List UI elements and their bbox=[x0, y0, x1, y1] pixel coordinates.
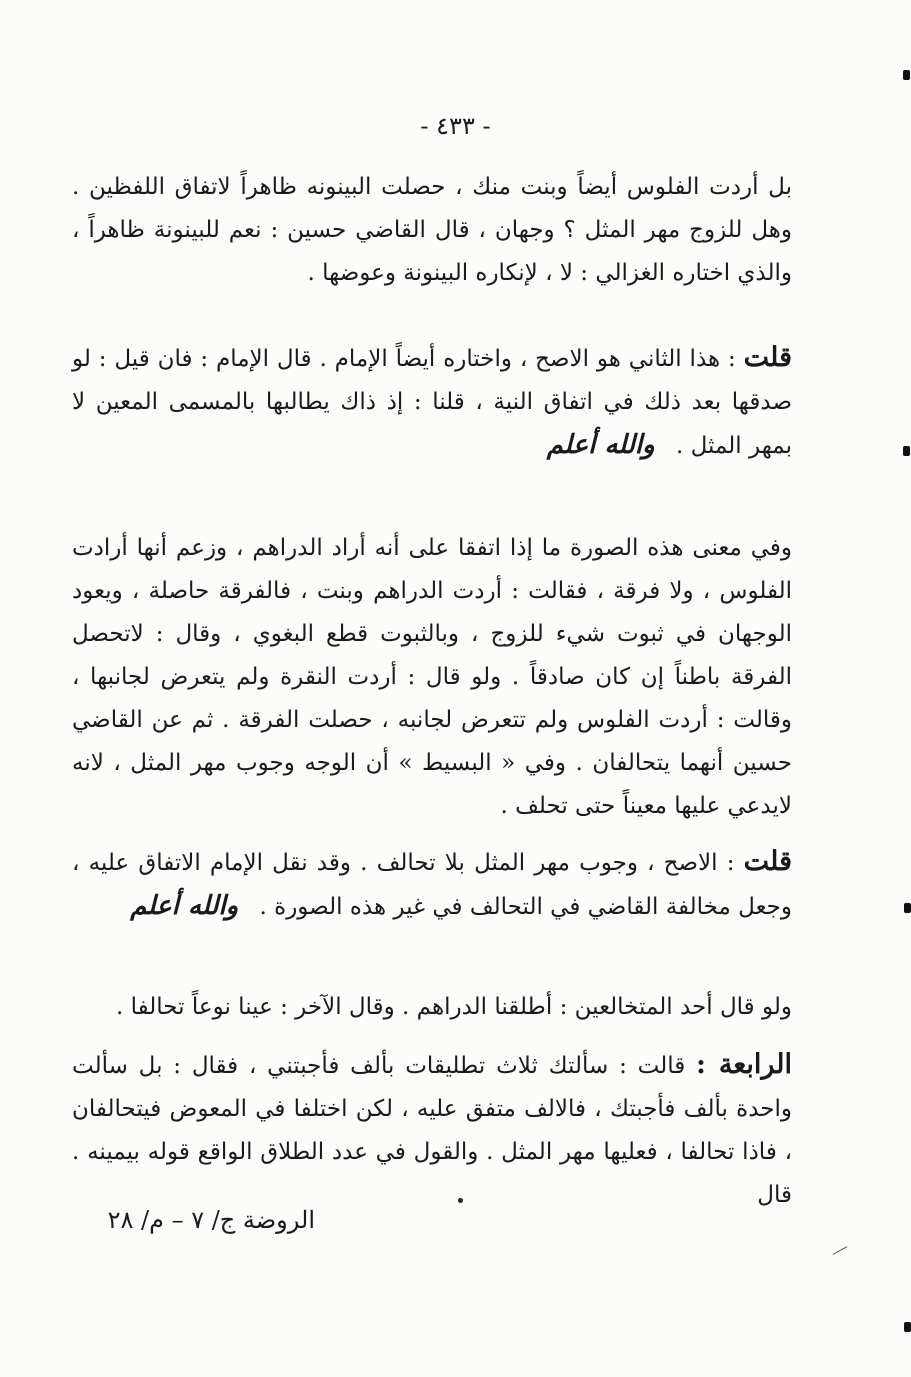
paragraph-1 bbox=[72, 166, 792, 295]
page-number: - ٤٣٣ - bbox=[420, 112, 491, 140]
paragraph-5 bbox=[72, 986, 792, 1029]
paragraph-3 bbox=[72, 527, 792, 828]
paragraph-6 bbox=[72, 1043, 792, 1217]
section-heading: الرابعة : bbox=[696, 1049, 793, 1080]
margin-mark bbox=[903, 70, 910, 80]
note-heading: قلت bbox=[743, 846, 793, 877]
footer-signature: الروضة ج/ ٧ – م/ ٢٨ bbox=[107, 1206, 315, 1234]
paragraph-text: : الاصح ، وجوب مهر المثل بلا تحالف . وقد نقل الإمام الاتفاق عليه ، وجعل مخالفة القاضي في التحالف في غير هذه الصورة . bbox=[72, 850, 792, 920]
margin-mark bbox=[904, 1322, 911, 1332]
scan-stroke bbox=[833, 1246, 848, 1254]
paragraph-text: ولو قال أحد المتخالعين : أطلقنا الدراهم . وقال الآخر : عينا نوعاً تحالفا . bbox=[116, 994, 792, 1020]
paragraph-text: قالت : سألتك ثلاث تطليقات بألف فأجبتني ، فقال : بل سألت واحدة بألف فأجبتك ، فالالف متفق عليه ، لكن اختلفا في المعوض فيتحالفان ، فاذا تحالفا ، فعليها مهر المثل . والقول في عدد الطلاق الواقع قوله بيمينه . قال bbox=[72, 1053, 792, 1208]
note-heading: قلت bbox=[743, 342, 792, 373]
closing-formula: والله أعلم bbox=[546, 430, 655, 460]
margin-mark bbox=[903, 446, 910, 456]
paragraph-4 bbox=[72, 840, 792, 929]
closing-formula: والله أعلم bbox=[130, 891, 239, 921]
paragraph-2 bbox=[72, 336, 792, 468]
paragraph-text: بل أردت الفلوس أيضاً وبنت منك ، حصلت البينونه ظاهراً لاتفاق اللفظين . وهل للزوج مهر المثل ؟ وجهان ، قال القاضي حسين : نعم للبينونة ظاهراً ، والذي اختاره الغزالي : لا ، لإنكاره البينونة وعوضها . bbox=[72, 174, 792, 286]
margin-mark bbox=[904, 903, 911, 913]
paragraph-text: وفي معنى هذه الصورة ما إذا اتفقا على أنه أراد الدراهم ، وزعم أنها أرادت الفلوس ، ولا فرقة ، فقالت : أردت الدراهم وبنت ، فالفرقة حاصلة ، ويعود الوجهان في ثبوت شيء للزوج ، وبالثبوت قطع البغوي ، وقال : لاتحصل الفرقة باطناً إن كان صادقاً . ولو قال : أردت النقرة ولم يتعرض لجانبها ، وقالت : أردت الفلوس ولم تتعرض لجانبه ، حصلت الفرقة . ثم عن القاضي حسين أنهما يتحالفان . وفي « البسيط » أن الوجه وجوب مهر المثل ، لانه لايدعي عليها معيناً حتى تحلف . bbox=[72, 535, 792, 819]
ink-dot bbox=[458, 1198, 463, 1203]
paragraph-text: : هذا الثاني هو الاصح ، واختاره أيضاً الإمام . قال الإمام : فان قيل : لو صدقها بعد ذلك في اتفاق النية ، قلنا : إذ ذاك يطالبها بالمسمى المعين لا بمهر المثل . bbox=[72, 346, 792, 459]
